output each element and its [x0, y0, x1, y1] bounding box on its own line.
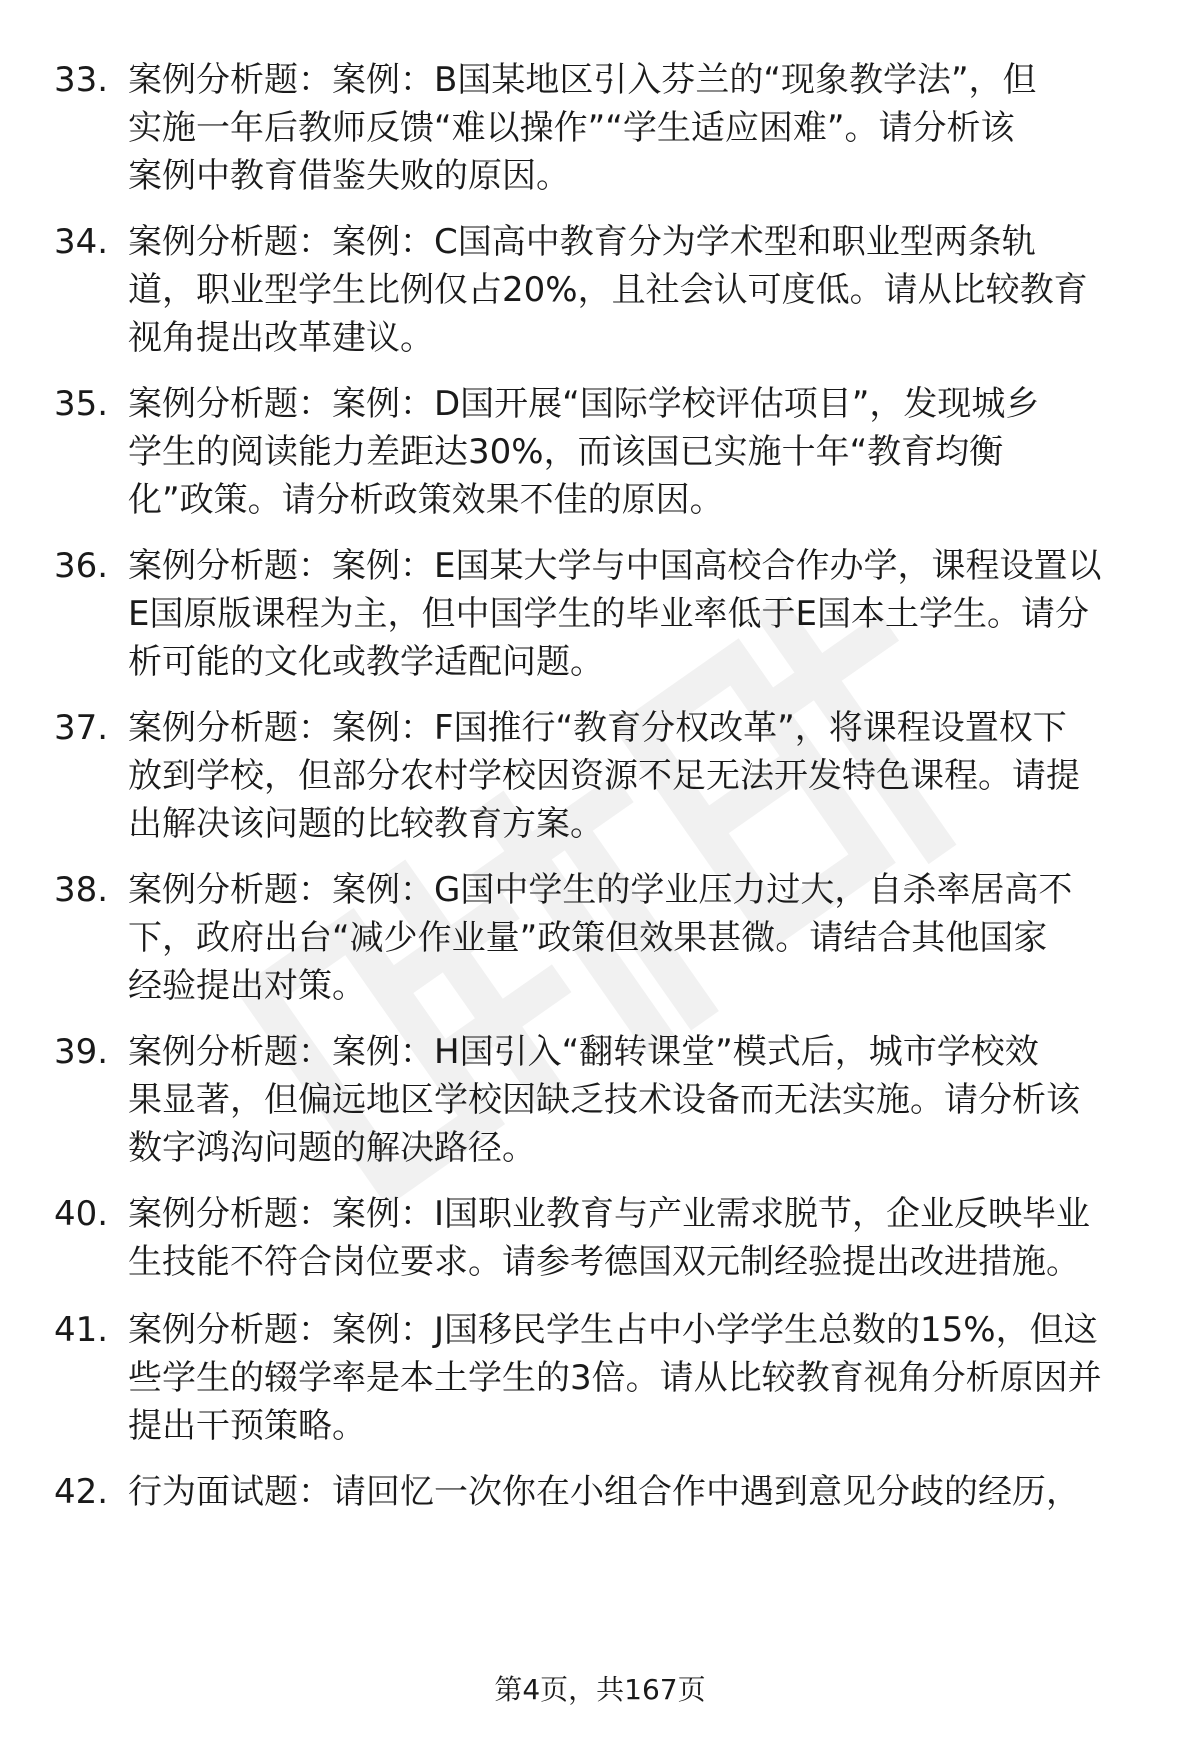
question-number: 36.: [54, 546, 109, 586]
question-text-line: 析可能的文化或教学适配问题。: [128, 642, 604, 682]
question-text-line: 生技能不符合岗位要求。请参考德国双元制经验提出改进措施。: [128, 1242, 1080, 1282]
question-number: 35.: [54, 384, 109, 424]
question-text-line: 出解决该问题的比较教育方案。: [128, 804, 604, 844]
question-text-line: 数字鸿沟问题的解决路径。: [128, 1128, 536, 1168]
question-text-line: 案例分析题：案例：J国移民学生占中小学学生总数的15%，但这: [128, 1310, 1098, 1350]
question-text-line: 下，政府出台“减少作业量”政策但效果甚微。请结合其他国家: [128, 918, 1048, 958]
question-text-line: 实施一年后教师反馈“难以操作”“学生适应困难”。请分析该: [128, 108, 1015, 148]
question-text-line: 案例分析题：案例：C国高中教育分为学术型和职业型两条轨: [128, 222, 1036, 262]
question-text-line: 果显著，但偏远地区学校因缺乏技术设备而无法实施。请分析该: [128, 1080, 1080, 1120]
question-text-line: 案例分析题：案例：H国引入“翻转课堂”模式后，城市学校效: [128, 1032, 1039, 1072]
question-text-line: 些学生的辍学率是本土学生的3倍。请从比较教育视角分析原因并: [128, 1358, 1102, 1398]
question-number: 39.: [54, 1032, 109, 1072]
question-text-line: 化”政策。请分析政策效果不佳的原因。: [128, 480, 724, 520]
question-text-line: 案例分析题：案例：B国某地区引入芬兰的“现象教学法”，但: [128, 60, 1037, 100]
question-number: 40.: [54, 1194, 109, 1234]
question-number: 41.: [54, 1310, 109, 1350]
question-text-line: 案例中教育借鉴失败的原因。: [128, 156, 570, 196]
question-text-line: 案例分析题：案例：G国中学生的学业压力过大，自杀率居高不: [128, 870, 1073, 910]
page-footer: 第4页，共167页: [494, 1673, 706, 1706]
question-number: 34.: [54, 222, 109, 262]
question-text-line: 放到学校，但部分农村学校因资源不足无法开发特色课程。请提: [128, 756, 1080, 796]
question-text-line: 学生的阅读能力差距达30%，而该国已实施十年“教育均衡: [128, 432, 1004, 472]
question-number: 42.: [54, 1472, 109, 1512]
question-text-line: 案例分析题：案例：E国某大学与中国高校合作办学，课程设置以: [128, 546, 1102, 586]
question-text-line: 经验提出对策。: [128, 966, 366, 1006]
question-text-line: 案例分析题：案例：I国职业教育与产业需求脱节，企业反映毕业: [128, 1194, 1091, 1234]
question-number: 37.: [54, 708, 109, 748]
question-text-line: 道，职业型学生比例仅占20%，且社会认可度低。请从比较教育: [128, 270, 1088, 310]
question-text-line: E国原版课程为主，但中国学生的毕业率低于E国本土学生。请分: [128, 594, 1089, 634]
question-text-line: 视角提出改革建议。: [128, 318, 434, 358]
question-number: 38.: [54, 870, 109, 910]
question-number: 33.: [54, 60, 109, 100]
question-text-line: 案例分析题：案例：D国开展“国际学校评估项目”，发现城乡: [128, 384, 1040, 424]
question-text-line: 行为面试题：请回忆一次你在小组合作中遇到意见分歧的经历，: [128, 1472, 1080, 1512]
question-text-line: 提出干预策略。: [128, 1406, 366, 1446]
question-text-line: 案例分析题：案例：F国推行“教育分权改革”，将课程设置权下: [128, 708, 1067, 748]
